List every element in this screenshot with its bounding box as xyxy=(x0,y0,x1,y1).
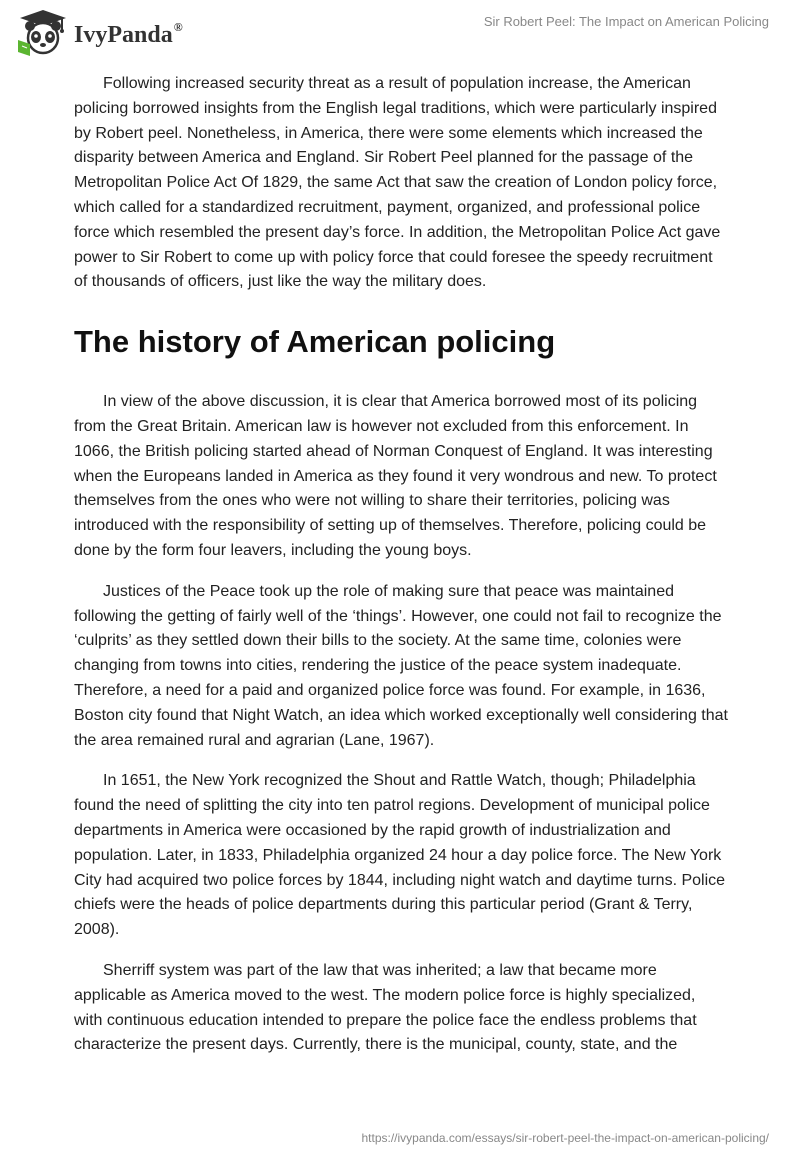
brand-name-text: IvyPanda xyxy=(74,21,173,48)
source-url[interactable]: https://ivypanda.com/essays/sir-robert-peel-the-impact-on-american-policing/ xyxy=(361,1131,769,1145)
body-paragraph: Sherriff system was part of the law that was inherited; a law that became more applicable as America moved to the west. The modern police force is highly specialized, with continuous education intended to prepare the police face the endless problems that characterize the present days. Currently, there is the municipal, county, state, and the xyxy=(74,961,697,1054)
body-paragraph: In view of the above discussion, it is clear that America borrowed most of its policing from the Great Britain. American law is however not excluded from this enforcement. In 1066, the British policing started ahead of Norman Conquest of England. It was interesting when the Europeans landed in America as they found it very wondrous and new. To protect themselves from the ones who were not willing to share their territories, policing was introduced with the responsibility of setting up of themselves. Therefore, policing could be done by the form four leavers, including the young boys. xyxy=(74,393,717,559)
panda-logo-icon xyxy=(14,8,72,58)
registered-mark: ® xyxy=(173,19,183,34)
section-heading: The history of American policing xyxy=(74,324,556,360)
body-paragraph: In 1651, the New York recognized the Shout and Rattle Watch, though; Philadelphia found the need of splitting the city into ten patrol regions. Development of municipal police departments in America were occasioned by the rapid growth of industrialization and population. Later, in 1833, Philadelphia organized 24 hour a day police force. The New York City had acquired two police forces by 1844, including night watch and daytime turns. Police chiefs were the heads of police departments during this particular period (Grant & Terry, 2008). xyxy=(74,772,726,939)
brand-name xyxy=(74,19,183,49)
intro-paragraph: Following increased security threat as a result of population increase, the American policing borrowed insights from the English legal traditions, which were particularly inspired by Robert peel. Nonetheless, in America, there were some elements which increased the disparity between America and England. Sir Robert Peel planned for the passage of the Metropolitan Police Act Of 1829, the same Act that saw the creation of London policy force, which called for a standardized recruitment, payment, organized, and professional police force which resembled the present day’s force. In addition, the Metropolitan Police Act gave power to Sir Robert to come up with policy force that could foresee the speedy recruitment of thousands of officers, just like the way the military does. xyxy=(74,75,721,291)
brand-logo[interactable] xyxy=(14,8,183,58)
page-header xyxy=(0,0,800,62)
document-title: Sir Robert Peel: The Impact on American Policing xyxy=(483,14,769,29)
essay-content xyxy=(74,72,728,1074)
body-paragraph: Justices of the Peace took up the role of making sure that peace was maintained following the getting of fairly well of the ‘things’. However, one could not fail to recognize the ‘culprits’ as they settled down their bills to the society. At the same time, colonies were changing from towns into cities, rendering the justice of the peace system inadequate. Therefore, a need for a paid and organized police force was found. For example, in 1636, Boston city found that Night Watch, an idea which worked exceptionally well considering that the area remained rural and agrarian (Lane, 1967). xyxy=(74,582,728,749)
